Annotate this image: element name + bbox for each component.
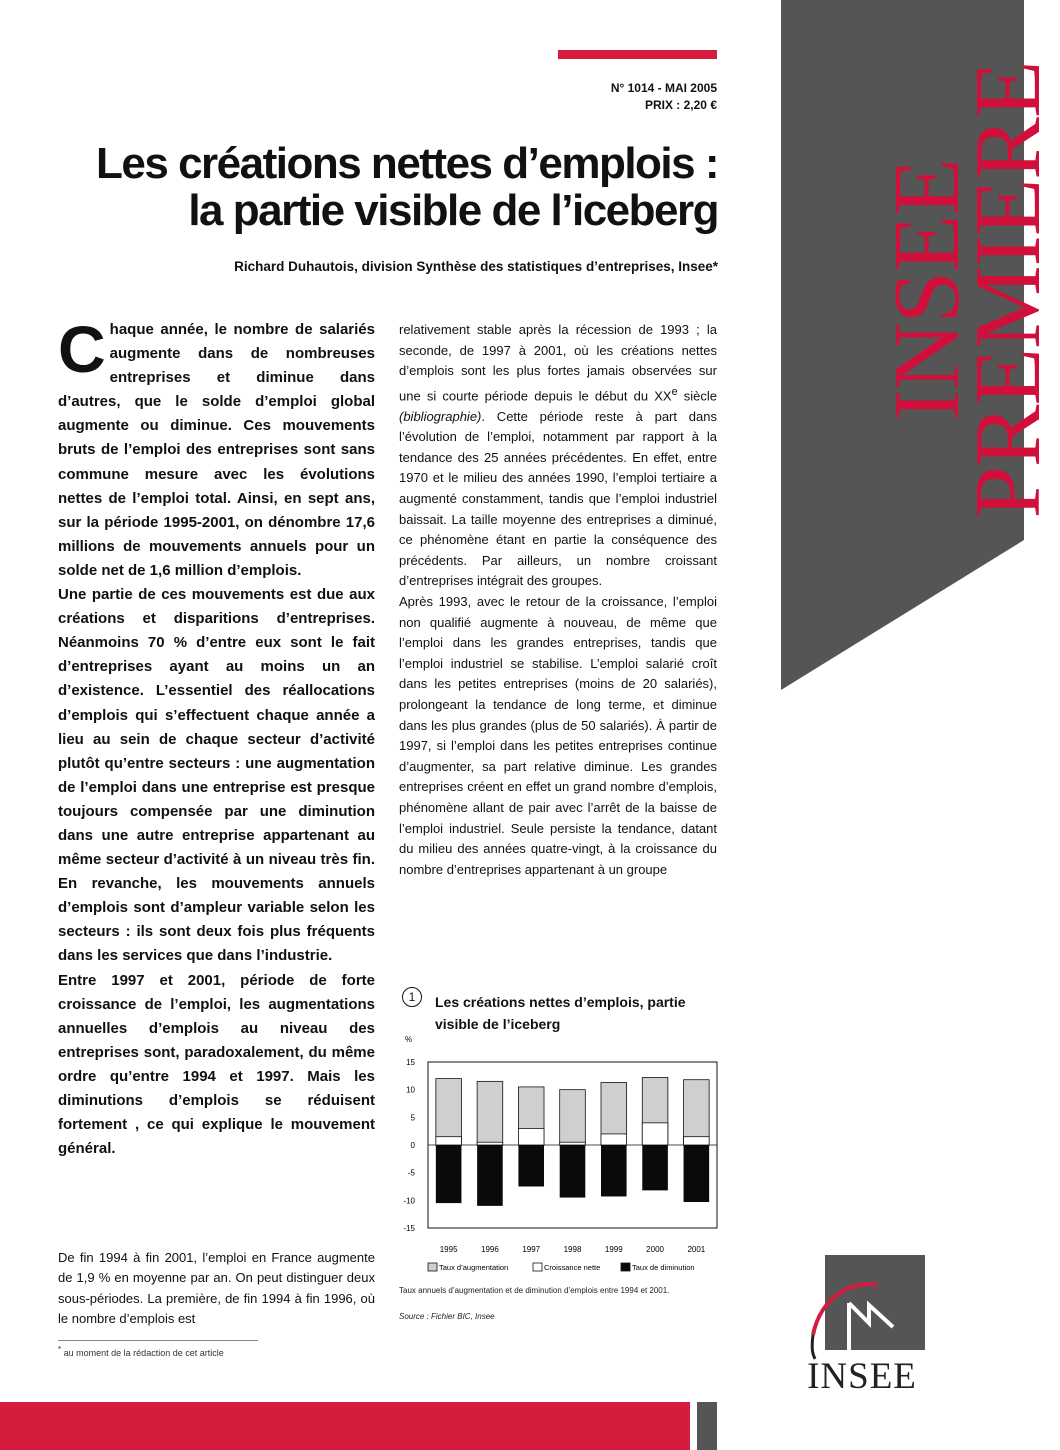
right-p1-b: siècle [677,388,717,404]
bottom-red-bar [0,1402,690,1450]
logo-text: INSEE [807,1356,917,1397]
bar-decrease [436,1145,462,1203]
bar-net [642,1123,668,1145]
left-column [58,312,375,1161]
intro-text [58,1248,375,1330]
footnote-mark: * [58,1345,62,1354]
figure-note: Taux annuels d’augmentation et de diminution d’emplois entre 1994 et 2001. [399,1286,670,1295]
page-title [78,140,718,234]
x-tick-label: 2000 [646,1245,664,1254]
bar-net [684,1137,710,1145]
bar-net [601,1134,627,1145]
legend-label: Taux d’augmentation [439,1263,509,1272]
author-line: Richard Duhautois, division Synthèse des statistiques d’entreprises, Insee* [234,259,718,274]
right-paragraph-1 [399,320,717,592]
x-tick-label: 1998 [563,1245,582,1254]
bar-net [477,1142,503,1145]
bar-decrease [560,1145,586,1198]
chart-plot [403,1035,717,1272]
bar-decrease [518,1145,544,1187]
bar-net [560,1142,586,1145]
figure-number: 1 [402,987,422,1007]
paragraph-1 [58,312,375,583]
issue-info [611,80,717,114]
legend-swatch [428,1263,437,1271]
bar-increase [477,1081,503,1145]
right-p1-c: . Cette période reste à part dans l’évolution de l’emploi, notamment par rapport à la tendance des 25 années précédentes. En effet, entre 1970 et le milieu des années 1990, l’emploi tertiaire a augmenté constamment, tandis que l’emploi industriel baissait. La taille moyenne des entreprises a diminué, ce phénomène étant en partie la conséquence des précédents. Par ailleurs, un nombre croissant d’entreprises intégrait des groupes. [399,408,717,589]
footnote [58,1345,224,1358]
y-tick-label: 15 [406,1058,415,1067]
legend-label: Croissance nette [544,1263,601,1272]
paragraph-2: Une partie de ces mouvements est due aux créations et disparitions d’entreprises. Néanmoins 70 % d’entre eux sont le fait d’entreprises ayant au moins un an d’existence. L’essentiel des réallocations d’emplois qui s’effectuent chaque année a lieu au sein de chaque secteur d’activité plutôt qu’entre secteurs : une augmentation de l’emploi dans une entreprise est presque toujours compensée par une diminution dans une autre entreprise appartenant au même secteur d’activité à un niveau très fin. En revanche, les mouvements annuels d’emplois sont d’ampleur variable selon les secteurs : ils sont deux fois plus fréquents dans les services que dans l’industrie. [58,586,375,965]
x-tick-label: 1999 [604,1245,623,1254]
footnote-text: au moment de la rédaction de cet article [63,1348,224,1358]
bar-decrease [601,1145,627,1196]
x-tick-label: 1995 [439,1245,458,1254]
issue-number: N° 1014 - MAI 2005 [610,81,717,95]
y-tick-label: -5 [407,1168,415,1178]
y-unit-label: % [405,1035,413,1044]
title-line2: la partie visible de l’iceberg [188,186,718,235]
y-tick-label: 5 [410,1113,415,1123]
paragraph-3: Entre 1997 et 2001, période de forte croissance de l’emploi, les augmentations annuelles d’emplois au niveau des entreprises sont, paradoxalement, du même ordre qu’entre 1994 et 1997. Mais les diminutions d’emplois se réduisent fortement , ce qui explique le mouvement général. [58,971,375,1158]
figure-source: Source : Fichier BIC, Insee [399,1312,495,1321]
bibliography-ref: (bibliographie) [399,408,482,424]
legend-label: Taux de diminution [632,1263,695,1272]
y-tick-label: 0 [410,1141,415,1150]
footnote-divider [58,1340,258,1341]
right-column [399,320,717,880]
brand-line2: PREMIERE [956,61,1060,519]
bar-increase [560,1090,586,1145]
title-line1: Les créations nettes d’emplois : [96,139,718,188]
paragraph-1-text: haque année, le nombre de salariés augmente dans de nombreuses entreprises et diminue dans d’autres, que le solde d’emploi global augmente ou diminue. Ces mouvements bruts de l’emploi des entreprises sont sans commune mesure avec les évolutions nettes de l’emploi total. Ainsi, en sept ans, sur la période 1995-2001, on dénombre 17,6 millions de mouvements annuels pour un solde net de 1,6 million d’emplois. [58,321,375,579]
bar-decrease [642,1145,668,1190]
bar-decrease [477,1145,503,1206]
bar-net [518,1128,544,1145]
logo-square [825,1255,925,1350]
brand-vertical [875,61,1060,519]
x-tick-label: 2001 [687,1245,706,1254]
intro-paragraph: De fin 1994 à fin 2001, l’emploi en France augmente de 1,9 % en moyenne par an. On peut distinguer deux sous-périodes. La première, de fin 1994 à fin 1996, où le nombre d’emplois est [58,1250,375,1327]
bar-decrease [684,1145,710,1202]
legend-swatch [621,1263,630,1271]
y-tick-label: -15 [403,1224,415,1233]
y-tick-label: 10 [406,1085,415,1095]
bar-increase [436,1079,462,1145]
right-paragraph-2: Après 1993, avec le retour de la croissance, l’emploi non qualifié augmente à nouveau, de même que l’emploi dans les grandes entreprises, tandis que l’emploi industriel se stabilise. L’emploi salarié croît dans les petites entreprises (moins de 20 salariés), prolongeant la tendance de long terme, et diminue dans les plus grandes (plus de 50 salariés). À partir de 1997, si l’emploi dans les petites entreprises continue d’augmenter, sa part relative diminue. Les grandes entreprises créent en effet un grand nombre d’emplois, phénomène allant de pair avec l’arrêt de la baisse de l’emploi industriel. Seule persiste la tendance, datant du milieu des années quatre-vingt, à la croissance du nombre d’entreprises appartenant à un groupe [399,594,717,877]
bar-chart [395,1030,720,1282]
dropcap: C [58,312,106,386]
price: PRIX : 2,20 € [644,98,717,112]
bar-increase [684,1080,710,1145]
right-p1-sup: e [671,385,678,398]
figure-title: Les créations nettes d’emplois, partie visible de l’iceberg [435,994,686,1032]
right-p1-a: relativement stable après la récession de 1993 ; la seconde, de 1997 à 2001, où les créations nettes d’emplois sont les plus fortes jamais observées sur une si courte période depuis le début du XX [399,322,717,404]
legend-swatch [533,1263,542,1271]
brand-line1: INSEE [875,159,980,421]
x-tick-label: 1996 [481,1245,499,1254]
bar-net [436,1137,462,1145]
bottom-gray-bar [697,1402,717,1450]
top-red-bar [558,50,717,59]
y-tick-label: -10 [403,1196,415,1206]
x-tick-label: 1997 [522,1245,541,1254]
